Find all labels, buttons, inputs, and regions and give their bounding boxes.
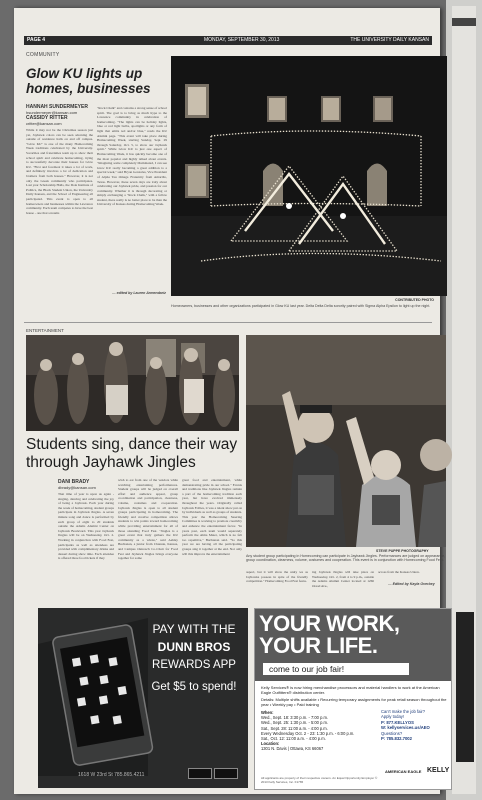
- app-store-badge-2[interactable]: [214, 768, 238, 779]
- ad2-side-2: Apply today!: [381, 714, 405, 720]
- story2-column-2: wish to eat from one of the vendors while watching entertaining performances. Student groups will be judged on overall effort and audience appeal, group coordination and participation, clearness, volume, costumes and cooperation. Jayhawk Jingles is open to all student groups participating in homecoming. The friendly and creative competition allows students to win points toward homecoming while providing entertainment for all of those attending Food Fest. "Jingles is a great event that truly gathers the KU community as a whole," said Ashley Buchanan, a junior from Chanute, Kansas, and Campus Outreach Co-Chair for Food Fest and Jayhawk Jingles brings everyone together for some: [118, 478, 178, 561]
- newspaper-page: [14, 8, 450, 794]
- story2-editor-note: — Edited by Kayla Overbey: [388, 582, 435, 586]
- adjacent-page-header-band: [452, 18, 476, 26]
- story1-caption: Homeowners, businesses and other organizations participated in Glow KU last year. Delta Delta Delta sorority paired with Sigma Alpha Epsilon to light up the night.: [171, 304, 431, 308]
- story1-column-1: While it may not be the Christmas season just yet, Jayhawk colors can be seen adorning the outside of residence halls on and off campus. "Glow KU" is one of the many Homecoming Week traditions celebrated by the University. Sororities and fraternities team up to show their school spirit and celebrate homecoming, trying to successfully decorate their houses for Glow KU. "First and foremost it takes a lot of work, and definitely involves a lot of dedication and brothers from both houses." However, it is not only the Greek community who participates. Last year Scholarship Halls, the Dole Institute of Politics, the Black Student Union, the University Daily Kansan, and the School of Engineering all participated. This event is open to all homeowners and businesses within the Lawrence community. Each team competes to have the best house - one that screams: [26, 128, 93, 215]
- story2-photo-credit: STEVE PUPPE PHOTOGRAPHY: [376, 549, 429, 553]
- ad1-line-4: Get $5 to spend!: [151, 681, 237, 693]
- kelly-services-job-fair-ad[interactable]: [254, 608, 452, 790]
- section-label-entertainment: ENTERTAINMENT: [26, 328, 64, 333]
- story1-editor-note: — edited by Lauren Armendariz: [112, 291, 166, 295]
- author-2: CASSIDY RITTER: [26, 115, 68, 121]
- ad2-when-2: Wed., Sept. 25: 1:30 p.m. - 5:00 p.m.: [261, 720, 329, 726]
- ad1-line-3: REWARDS APP: [152, 659, 236, 671]
- ad2-intro: Kelly Services® is now hiring merchandise processors and material handlers to work at the American Eagle Outfitters® distribution center.: [261, 685, 440, 695]
- ad1-line-1: PAY WITH THE: [152, 622, 236, 636]
- ad1-line-2: DUNN BROS: [157, 640, 231, 654]
- story2-column-1: That time of year is upon us again - singing, dancing and celebrating the joy of being a Jayhawk. Each year during the week of homecoming, student groups participate in Jayhawk Jingles. A seven minute song and dance is performed by each group of eight to 20 students outside the Adams Alumni Center on Jayhawk Boulevard. This year Jayhawk Jingles will be on Wednesday, Oct. 2. Working in conjunction with Food Fest, participants as well as attendees are provided with complimentary drinks and dessert during show time. Each attendee is offered three food tickets if they: [58, 492, 114, 561]
- story1-column-2: "Rock Chalk" and contains a strong sense of school spirit. The goal is to bring as much hype to the Lawrence community in celebration of homecoming. "The lights can be holiday lights, blue or red light bulbs, spotlights or any form of light that emits red and/or blue," reads the KU Alumni page. "This event will take place during Homecoming Week, starting Sunday, Sept. 29 through Saturday, Oct. 5, to show our Jayhawk spirit." While Glow KU is just one aspect of Homecoming Week, it has quickly become one of the most popular and highly talked about events. "Imagining some completely illuminated, I can see Glow KU really becoming a great addition to a special week," said Bryan Gonzales, Vice President of Alpha Tau Omega Fraternity from Amarillo, Texas. However, these seven days are truly about celebrating our Jayhawk pride, and passion for our community. Whether it is through decorating or simply exchanging a "Rock Chalk," with a fellow student, there really is no better place to be than the University of Kansas during Homecoming Week.: [97, 106, 168, 207]
- author-1-email: hsundermeyer@kansan.com: [26, 110, 78, 115]
- ad2-schedule: [261, 710, 371, 752]
- author-3-email: dbrady@kansan.com: [58, 485, 96, 490]
- author-1: HANNAH SUNDERMEYER: [26, 104, 88, 110]
- ad2-when-5: Sat., Oct. 12: 11:00 a.m. - 4:00 p.m.: [261, 736, 326, 742]
- ad2-location: 1301 N. Davis | Ottawa, KS 66067: [261, 746, 324, 752]
- ad2-side-6: P: 785.832.7002: [381, 736, 412, 742]
- ad2-when-3: Sat., Sept. 28: 11:00 a.m. - 4:00 p.m.: [261, 725, 328, 731]
- headline-glow-ku: Glow KU lights up homes, businesses: [26, 66, 151, 96]
- byline-1: [26, 104, 88, 126]
- paper-name: THE UNIVERSITY DAILY KANSAN: [350, 37, 429, 43]
- ad2-side-1: Can't make the job fair?: [381, 709, 426, 714]
- dunn-bros-ad[interactable]: [38, 608, 248, 788]
- story2-caption: Any student group participating in Homecoming can participate in Jayhawk Jingles. Performances are judged on appearance, group coordination, clearness, volume, costumes and cooperation. This event is in conjunction with Homecoming Food Fest.: [246, 554, 446, 563]
- ad2-details: Details: Multiple shifts available • Recurring temporary assignments for peak retail season throughout the year • Weekly pay • Paid training: [261, 697, 447, 707]
- page-number: PAGE 4: [27, 37, 45, 43]
- section-divider: [24, 322, 432, 323]
- ad2-when-4: Every Wednesday Oct. 2 - 23: 1:30 p.m. - 6:00 p.m.: [261, 730, 355, 736]
- story2-column-5: ing Jayhawk Jingles will take place on Wednesday, Oct. 2, from 4 to 9 p.m., outside the Adams Alumni Center located at 1266 Oread Ave.,: [312, 570, 374, 588]
- ad2-when-1: Wed., Sept. 18: 3:30 p.m. - 7:00 p.m.: [261, 715, 329, 721]
- ad2-big-line-1: YOUR WORK,: [259, 611, 400, 636]
- byline-2: [58, 479, 96, 490]
- section-label-community: COMMUNITY: [26, 52, 60, 58]
- ad2-when-label: When:: [261, 710, 274, 715]
- ad2-side-3: P: 877.KELLYOS: [381, 719, 414, 725]
- app-store-badge-1[interactable]: [188, 768, 212, 779]
- issue-date: MONDAY, SEPTEMBER 30, 2013: [204, 37, 280, 43]
- ad2-side-4: W: kellyservices.us/AEO: [381, 725, 430, 731]
- ad2-big-line-2: YOUR LIFE.: [259, 633, 378, 658]
- ad2-side-5: Questions?: [381, 730, 403, 736]
- story2-column-4: aspect, but it will show the unity we as Jayhawks possess in spite of the friendly competition." Homecoming Food Fest featu-: [246, 570, 308, 584]
- american-eagle-logo: AMERICAN EAGLE: [385, 769, 422, 774]
- jingles-dancers-photo: [246, 335, 446, 547]
- author-2-email: critter@kansan.com: [26, 121, 62, 126]
- jingles-crowd-photo: [26, 335, 239, 431]
- ad2-banner: come to our job fair!: [263, 663, 409, 675]
- story2-column-6: across from the Kansas Union.: [378, 570, 420, 574]
- ad2-sidebar: [381, 709, 447, 741]
- kelly-logo: KELLY: [427, 767, 450, 774]
- headline-jayhawk-jingles: Students sing, dance their way through Jayhawk Jingles: [26, 436, 238, 471]
- adjacent-page-dark-block: [456, 612, 474, 762]
- glow-ku-house-photo: [171, 56, 447, 296]
- ad2-location-label: Location:: [261, 741, 280, 747]
- author-3: DANI BRADY: [58, 479, 90, 485]
- ad1-footer: 1618 W 23rd St 785.865.4211: [78, 772, 145, 778]
- page-header-bar: [24, 36, 432, 45]
- ad2-fineprint: All applicants are property of their respective owners. An Equal Opportunity Employer © 2013 Kelly Services, Inc. F1765: [261, 776, 378, 784]
- story1-photo-credit: CONTRIBUTED PHOTO: [395, 298, 434, 302]
- story2-column-3: great food and entertainment, while demonstrating pride in our school." Events and traditions like Jayhawk Jingles remain a part of the homecoming tradition each year, but have evolved immensely throughout the years. Originally called Jayhawk Follies, it was a talent show put on by individuals as well as groups of students. This year the Homecoming Steering Committee is working to promote creativity and enhance the entertainment factor. "In years past, each team would separately perform the Alma Mater, which is no felt too repetitive," Buchanan said. "So this year we are having all the participating groups sing it together at the end. Not only will this improve the entertainment: [182, 478, 242, 556]
